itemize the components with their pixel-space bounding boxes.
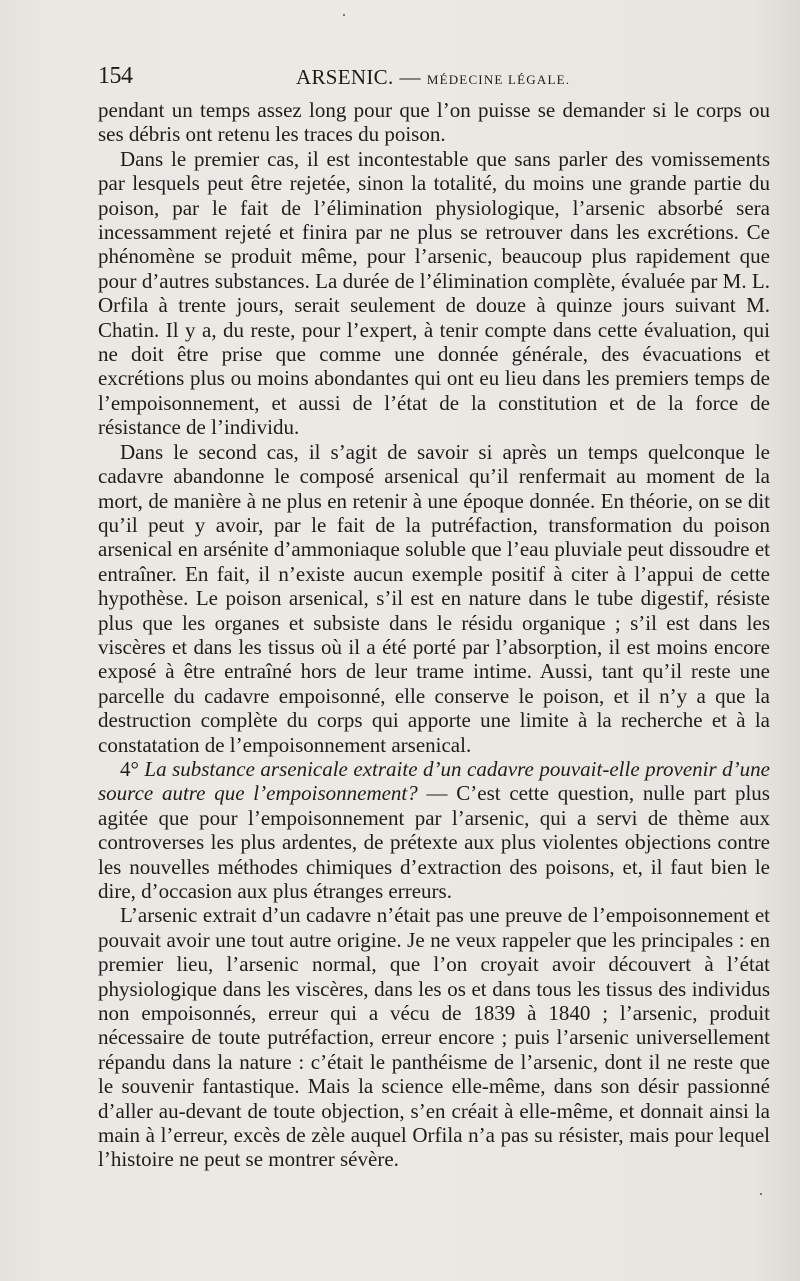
body-text	[98, 98, 770, 1172]
paragraph-continued	[98, 98, 770, 147]
question-number: 4°	[120, 756, 145, 781]
paragraph-question-4	[98, 757, 770, 903]
paragraph-text: L’arsenic extrait d’un cadavre n’était pas une preuve de l’empoisonnement et pouvait avoir une tout autre origine. Je ne veux rappeler que les principales : en premier lieu, l’arsenic normal, que l’on croyait avoir découvert à l’état physiologique dans les viscères, dans les os et dans tous les tissus des individus non empoisonnés, erreur qui a vécu de 1839 à 1840 ; l’arsenic, produit nécessaire de toute putréfaction, erreur encore ; puis l’arsenic universellement répandu dans la nature : c’était le panthéisme de l’arsenic, dont il ne reste que le souvenir fantastique. Mais la science elle-même, dans son désir passionné d’aller au-devant de toute objection, s’en créait à elle-même, et donnait ainsi la main à l’erreur, excès de zèle auquel Orfila n’a pas su résister, mais pour lequel l’histoire ne peut se montrer sévère.	[98, 903, 770, 1172]
paragraph-text: Dans le premier cas, il est incontestable que sans parler des vomissements par lesquels peut être rejetée, sinon la totalité, du moins une grande partie du poison, par le fait de l’élimination physiologique, l’arsenic absorbé sera incessamment rejeté et finira par ne plus se retrouver dans les excrétions. Ce phénomène se produit même, pour l’arsenic, beaucoup plus rapidement que pour d’autres substances. La durée de l’élimination complète, évaluée par M. L. Orfila à trente jours, serait seulement de douze à quinze jours suivant M. Chatin. Il y a, du reste, pour l’expert, à tenir compte dans cette évaluation, qui ne doit être prise que comme une donnée générale, des évacuations et excrétions plus ou moins abondantes qui ont eu lieu dans les premiers temps de l’empoisonnement, et aussi de l’état de la constitution et de la force de résistance de l’individu.	[98, 146, 770, 440]
running-title-dash: —	[399, 65, 421, 89]
running-title-subtitle: MÉDECINE LÉGALE.	[426, 72, 571, 87]
running-title	[296, 65, 570, 90]
page-number: 154	[98, 63, 133, 89]
paragraph-text: — C’est cette question, nulle part plus agitée que pour l’empoisonnement par l’arsenic, qui a servi de thème aux controverses les plus ardentes, de prétexte aux plus violentes objections contre les nouvelles méthodes chimiques d’extraction des poisons, et, il faut bien le dire, d’occasion aux plus étranges erreurs.	[98, 781, 770, 903]
paper-speck	[343, 14, 345, 16]
question-heading: La substance arsenicale extraite d’un cadavre pouvait-elle provenir d’une source autre que l’empoisonnement?	[98, 756, 770, 806]
paragraph-second-case	[98, 440, 770, 757]
paragraph-text: pendant un temps assez long pour que l’on puisse se demander si le corps ou ses débris ont retenu les traces du poison.	[98, 98, 770, 147]
running-header	[98, 63, 768, 93]
paragraph-text: Dans le second cas, il s’agit de savoir si après un temps quelconque le cadavre abandonne le composé arsenical qu’il renfermait au moment de la mort, de manière à ne plus en retenir à une époque donnée. En théorie, on se dit qu’il peut y avoir, par le fait de la putréfaction, transformation du poison arsenical en arsénite d’ammoniaque soluble que l’eau pluviale peut dissoudre et entraîner. En fait, il n’existe aucun exemple positif à citer à l’appui de cette hypothèse. Le poison arsenical, s’il est en nature dans le tube digestif, résiste plus que les organes et subsiste dans le résidu organique ; s’il est dans les viscères et dans les tissus où il a été porté par l’absorption, il est moins encore exposé à être entraîné hors de leur trame intime. Aussi, tant qu’il reste une parcelle du cadavre empoisonné, elle conserve le poison, et il n’y a que la destruction complète du corps qui apporte une limite à la recherche et à la constatation de l’empoisonnement arsenical.	[98, 439, 770, 757]
paper-speck	[760, 1193, 762, 1195]
paragraph-arsenic-origin	[98, 903, 770, 1171]
running-title-main: ARSENIC.	[296, 65, 394, 89]
paragraph-first-case	[98, 147, 770, 440]
